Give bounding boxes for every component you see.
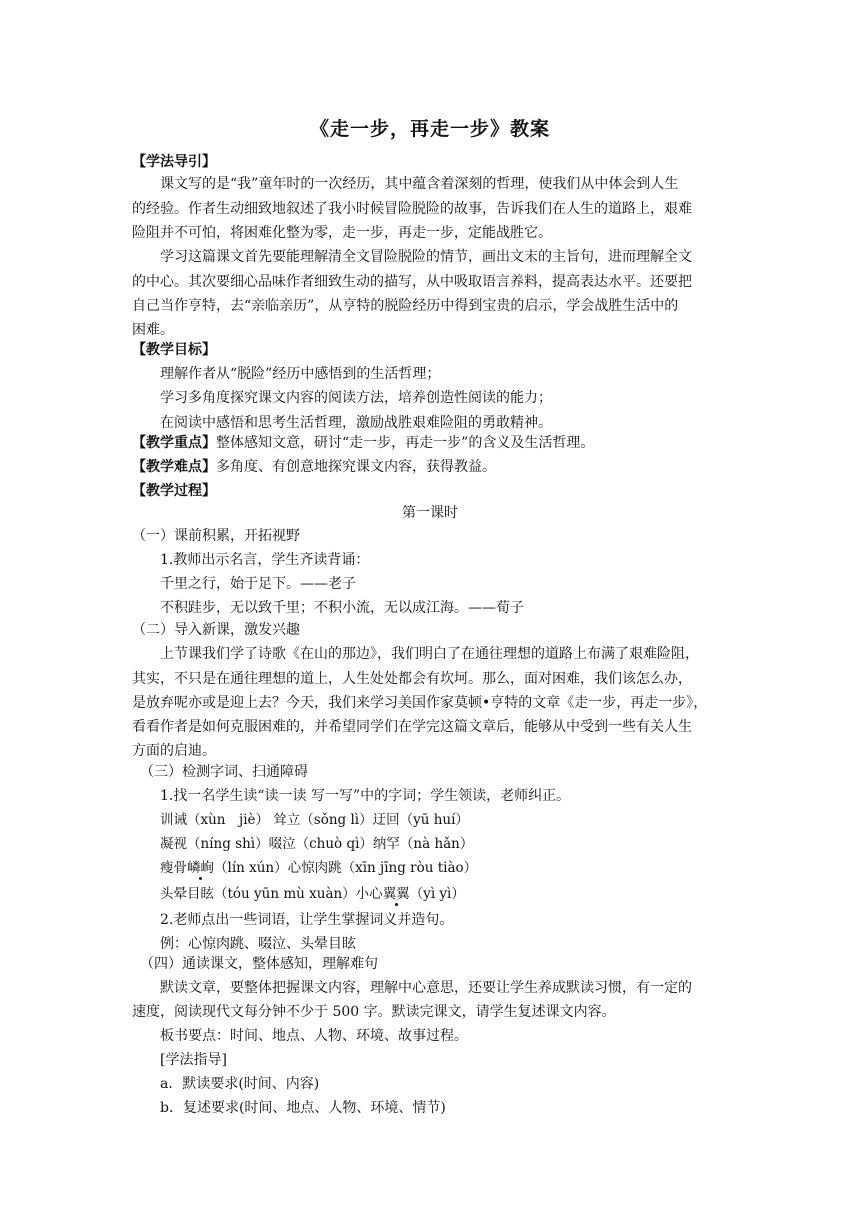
emphasis-dot: 嶙峋 [187,860,214,876]
paragraph-line: [学法指导] [160,1052,227,1068]
paragraph-line: 困难。 [132,322,174,338]
paragraph-line: 自己当作亨特，去“亲临亲历”，从亨特的脱险经历中得到宝贵的启示，学会战胜生活中的 [132,298,679,314]
emphasized-word: 翼翼 [382,886,410,902]
paragraph-line: 看看作者是如何克服困难的，并希望同学们在学完这篇文章后，能够从中受到一些有关人生 [132,719,692,735]
quote-line: 不积跬步，无以致千里；不积小流，无以成江海。——荀子 [160,600,524,616]
vocab-line: 凝视（níng shì）啜泣（chuò qì）纳罕（nà hǎn） [160,836,474,852]
paragraph-line: 课文写的是“我”童年时的一次经历，其中蕴含着深刻的哲理，使我们从中体会到人生 [160,176,679,192]
difficulty-text: 多角度、有创意地探究课文内容，获得教益。 [216,459,496,475]
paragraph-line: 默读文章，要整体把握课文内容，理解中心意思，还要让学生养成默读习惯，有一定的 [160,980,692,996]
part-title: （二）导入新课，激发兴趣 [132,622,300,638]
paragraph-line: 方面的启迪。 [132,743,216,759]
list-item: b．复述要求(时间、地点、人物、环境、情节) [160,1100,446,1116]
vocab-word: 瘦骨 [160,860,187,876]
paragraph-line: 险阻并不可怕，将困难化整为零，走一步，再走一步，定能战胜它。 [132,225,552,241]
vocab-line: 训诫（xùn jiè） 耸立（sǒng lì）迂回（yū huí） [160,812,469,828]
key-point-text: 整体感知文意，研讨“走一步，再走一步”的含义及生活哲理。 [216,435,595,451]
list-item: a．默读要求(时间、内容) [160,1076,320,1092]
section-heading-difficulty: 【教学难点】 [132,459,216,475]
paragraph-line: 上节课我们学了诗歌《在山的那边》，我们明白了在通往理想的道路上布满了艰难险阻， [160,646,699,662]
lesson-heading: 第一课时 [402,505,458,521]
vocab-line [160,857,760,879]
section-heading-study-guide: 【学法导引】 [132,154,216,170]
paragraph-line: 1.找一名学生读“读一读 写一写”中的字词；学生领读，老师纠正。 [160,788,571,804]
paragraph-line: 例：心惊肉跳、啜泣、头晕目眩 [160,936,356,952]
paragraph-line: 2.老师点出一些词语，让学生掌握词义并造句。 [160,912,454,928]
section-heading-key-point: 【教学重点】 [132,435,216,451]
part-title: （四）通读课文，整体感知，理解难句 [140,956,378,972]
part-title: （三）检测字词、扫通障碍 [140,764,308,780]
key-point-line [132,432,732,454]
paragraph-line: 学习这篇课文首先要能理解清全文冒险脱险的情节，画出文末的主旨句，进而理解全文 [160,249,692,265]
vocab-word: 头晕目眩（tóu yūn mù xuàn）小心 [160,886,383,902]
page-title: 《走一步，再走一步》教案 [309,118,550,140]
vocab-word: （lín xún）心惊肉跳（xīn jīng ròu tiào） [214,860,478,876]
paragraph-line: 其实，不只是在通往理想的道上，人生处处都会有坎坷。那么，面对困难，我们该怎么办， [132,671,692,687]
difficulty-line [132,456,732,478]
paragraph-line: 的中心。其次要细心品味作者细致生动的描写，从中吸取语言养料，提高表达水平。还要把 [132,274,692,290]
emphasized-word [187,860,214,876]
vocab-line [160,883,760,905]
paragraph-line: 1.教师出示名言，学生齐读背诵： [160,552,370,568]
paragraph-line: 板书要点：时间、地点、人物、环境、故事过程。 [160,1028,468,1044]
paragraph-line: 速度，阅读现代文每分钟不少于 500 字。默读完课文，请学生复述课文内容。 [132,1004,616,1020]
paragraph-line: 的经验。作者生动细致地叙述了我小时候冒险脱险的故事，告诉我们在人生的道路上，艰难 [132,201,692,217]
paragraph-line: 是放弃呢亦或是迎上去？今天，我们来学习美国作家莫顿•亨特的文章《走一步，再走一步》， [132,695,708,711]
objective-item: 在阅读中感悟和思考生活哲理，激励战胜艰难险阻的勇敢精神。 [160,415,552,431]
objective-item: 学习多角度探究课文内容的阅读方法，培养创造性阅读的能力； [160,390,552,406]
section-heading-objectives: 【教学目标】 [132,342,216,358]
part-title: （一）课前积累，开拓视野 [132,528,300,544]
objective-item: 理解作者从“脱险”经历中感悟到的生活哲理； [160,366,441,382]
section-heading-process: 【教学过程】 [132,483,216,499]
vocab-word: （yì yì） [409,886,465,902]
quote-line: 千里之行，始于足下。——老子 [160,576,356,592]
